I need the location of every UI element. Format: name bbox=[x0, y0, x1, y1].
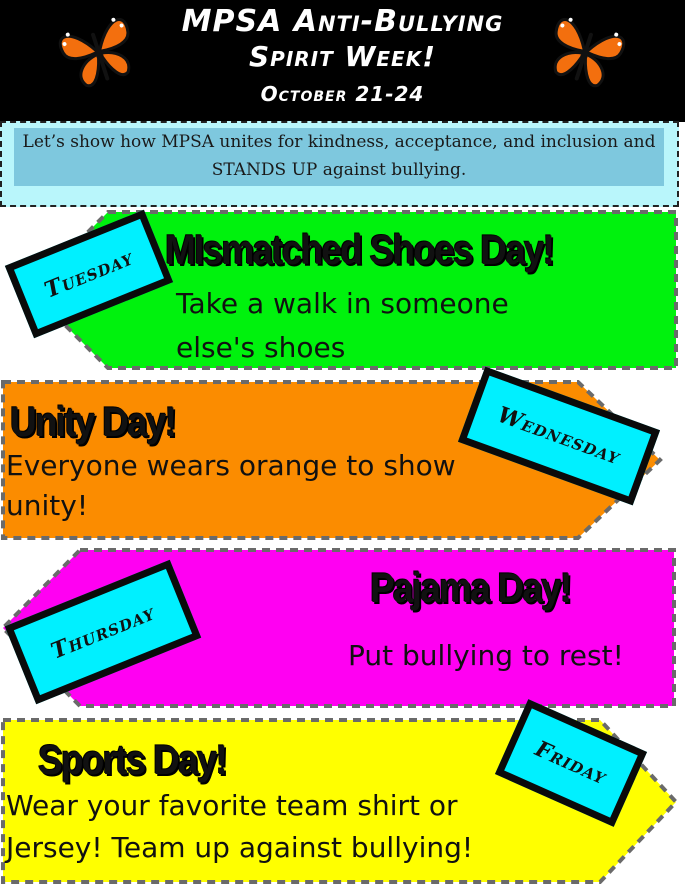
thursday-tag: Thursday bbox=[5, 560, 202, 705]
header-title: MPSA Anti-Bullying bbox=[181, 4, 504, 39]
wednesday-desc-line1: Everyone wears orange to show bbox=[6, 449, 456, 482]
friday-desc-line2: Jersey! Team up against bullying! bbox=[6, 831, 474, 864]
thursday-title: Pajama Day! bbox=[370, 564, 571, 611]
wednesday-title: Unity Day! bbox=[10, 398, 176, 445]
tuesday-desc-line2: else's shoes bbox=[176, 331, 346, 364]
butterfly-icon bbox=[546, 10, 626, 90]
wednesday-desc-line2: unity! bbox=[6, 489, 89, 522]
tuesday-title: MIsmatched Shoes Day! bbox=[165, 226, 554, 273]
tuesday-tag: Tuesday bbox=[5, 210, 173, 339]
friday-tag: Friday bbox=[495, 699, 647, 827]
header-subtitle: Spirit Week! bbox=[249, 40, 436, 73]
wednesday-tag: Wednesday bbox=[458, 367, 660, 506]
friday-title: Sports Day! bbox=[38, 736, 227, 783]
intro-text: Let’s show how MPSA unites for kindness, acceptance, and inclusion and STANDS UP against bullying. bbox=[14, 128, 664, 186]
thursday-desc: Put bullying to rest! bbox=[348, 639, 624, 672]
header-dates: October 21-24 bbox=[260, 82, 425, 106]
butterfly-icon bbox=[58, 10, 138, 90]
friday-desc-line1: Wear your favorite team shirt or bbox=[6, 789, 458, 822]
tuesday-desc-line1: Take a walk in someone bbox=[176, 287, 509, 320]
